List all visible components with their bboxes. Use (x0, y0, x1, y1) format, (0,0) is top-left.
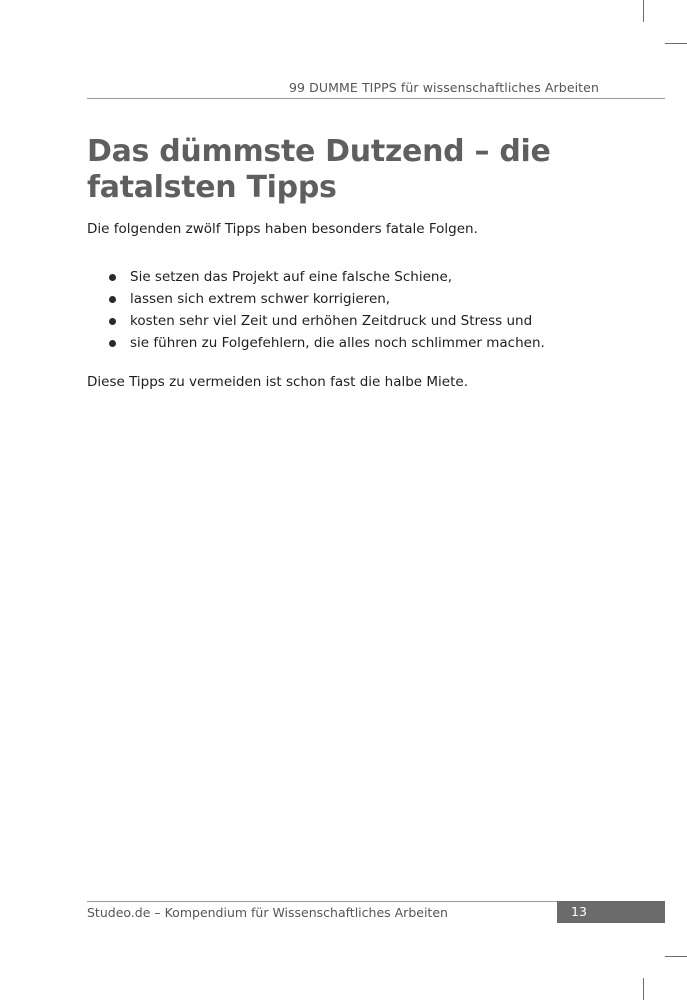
list-item-text: lassen sich extrem schwer korrigieren, (130, 291, 391, 307)
footer-divider (87, 901, 557, 902)
bullet-icon (109, 296, 116, 303)
page-title: Das dümmste Dutzend – die fatalsten Tipps (87, 134, 551, 205)
closing-paragraph: Diese Tipps zu vermeiden ist schon fast die halbe Miete. (87, 374, 468, 390)
header-divider (87, 98, 665, 99)
bullet-icon (109, 340, 116, 347)
list-item-text: kosten sehr viel Zeit und erhöhen Zeitdruck und Stress und (130, 313, 533, 329)
running-header: 99 DUMME TIPPS für wissenschaftliches Arbeiten (288, 80, 599, 95)
crop-mark-top-vertical (643, 0, 644, 22)
crop-mark-bottom-horizontal (665, 956, 687, 957)
bullet-icon (109, 318, 116, 325)
intro-paragraph: Die folgenden zwölf Tipps haben besonders fatale Folgen. (87, 221, 478, 237)
bullet-icon (109, 274, 116, 281)
crop-mark-bottom-vertical (643, 978, 644, 1000)
page-number-box (557, 901, 665, 923)
list-item-text: Sie setzen das Projekt auf eine falsche Schiene, (130, 269, 453, 285)
crop-mark-top-horizontal (665, 43, 687, 44)
footer-text: Studeo.de – Kompendium für Wissenschaftliches Arbeiten (87, 905, 448, 920)
page-number: 13 (571, 904, 587, 919)
list-item-text: sie führen zu Folgefehlern, die alles noch schlimmer machen. (130, 335, 545, 351)
